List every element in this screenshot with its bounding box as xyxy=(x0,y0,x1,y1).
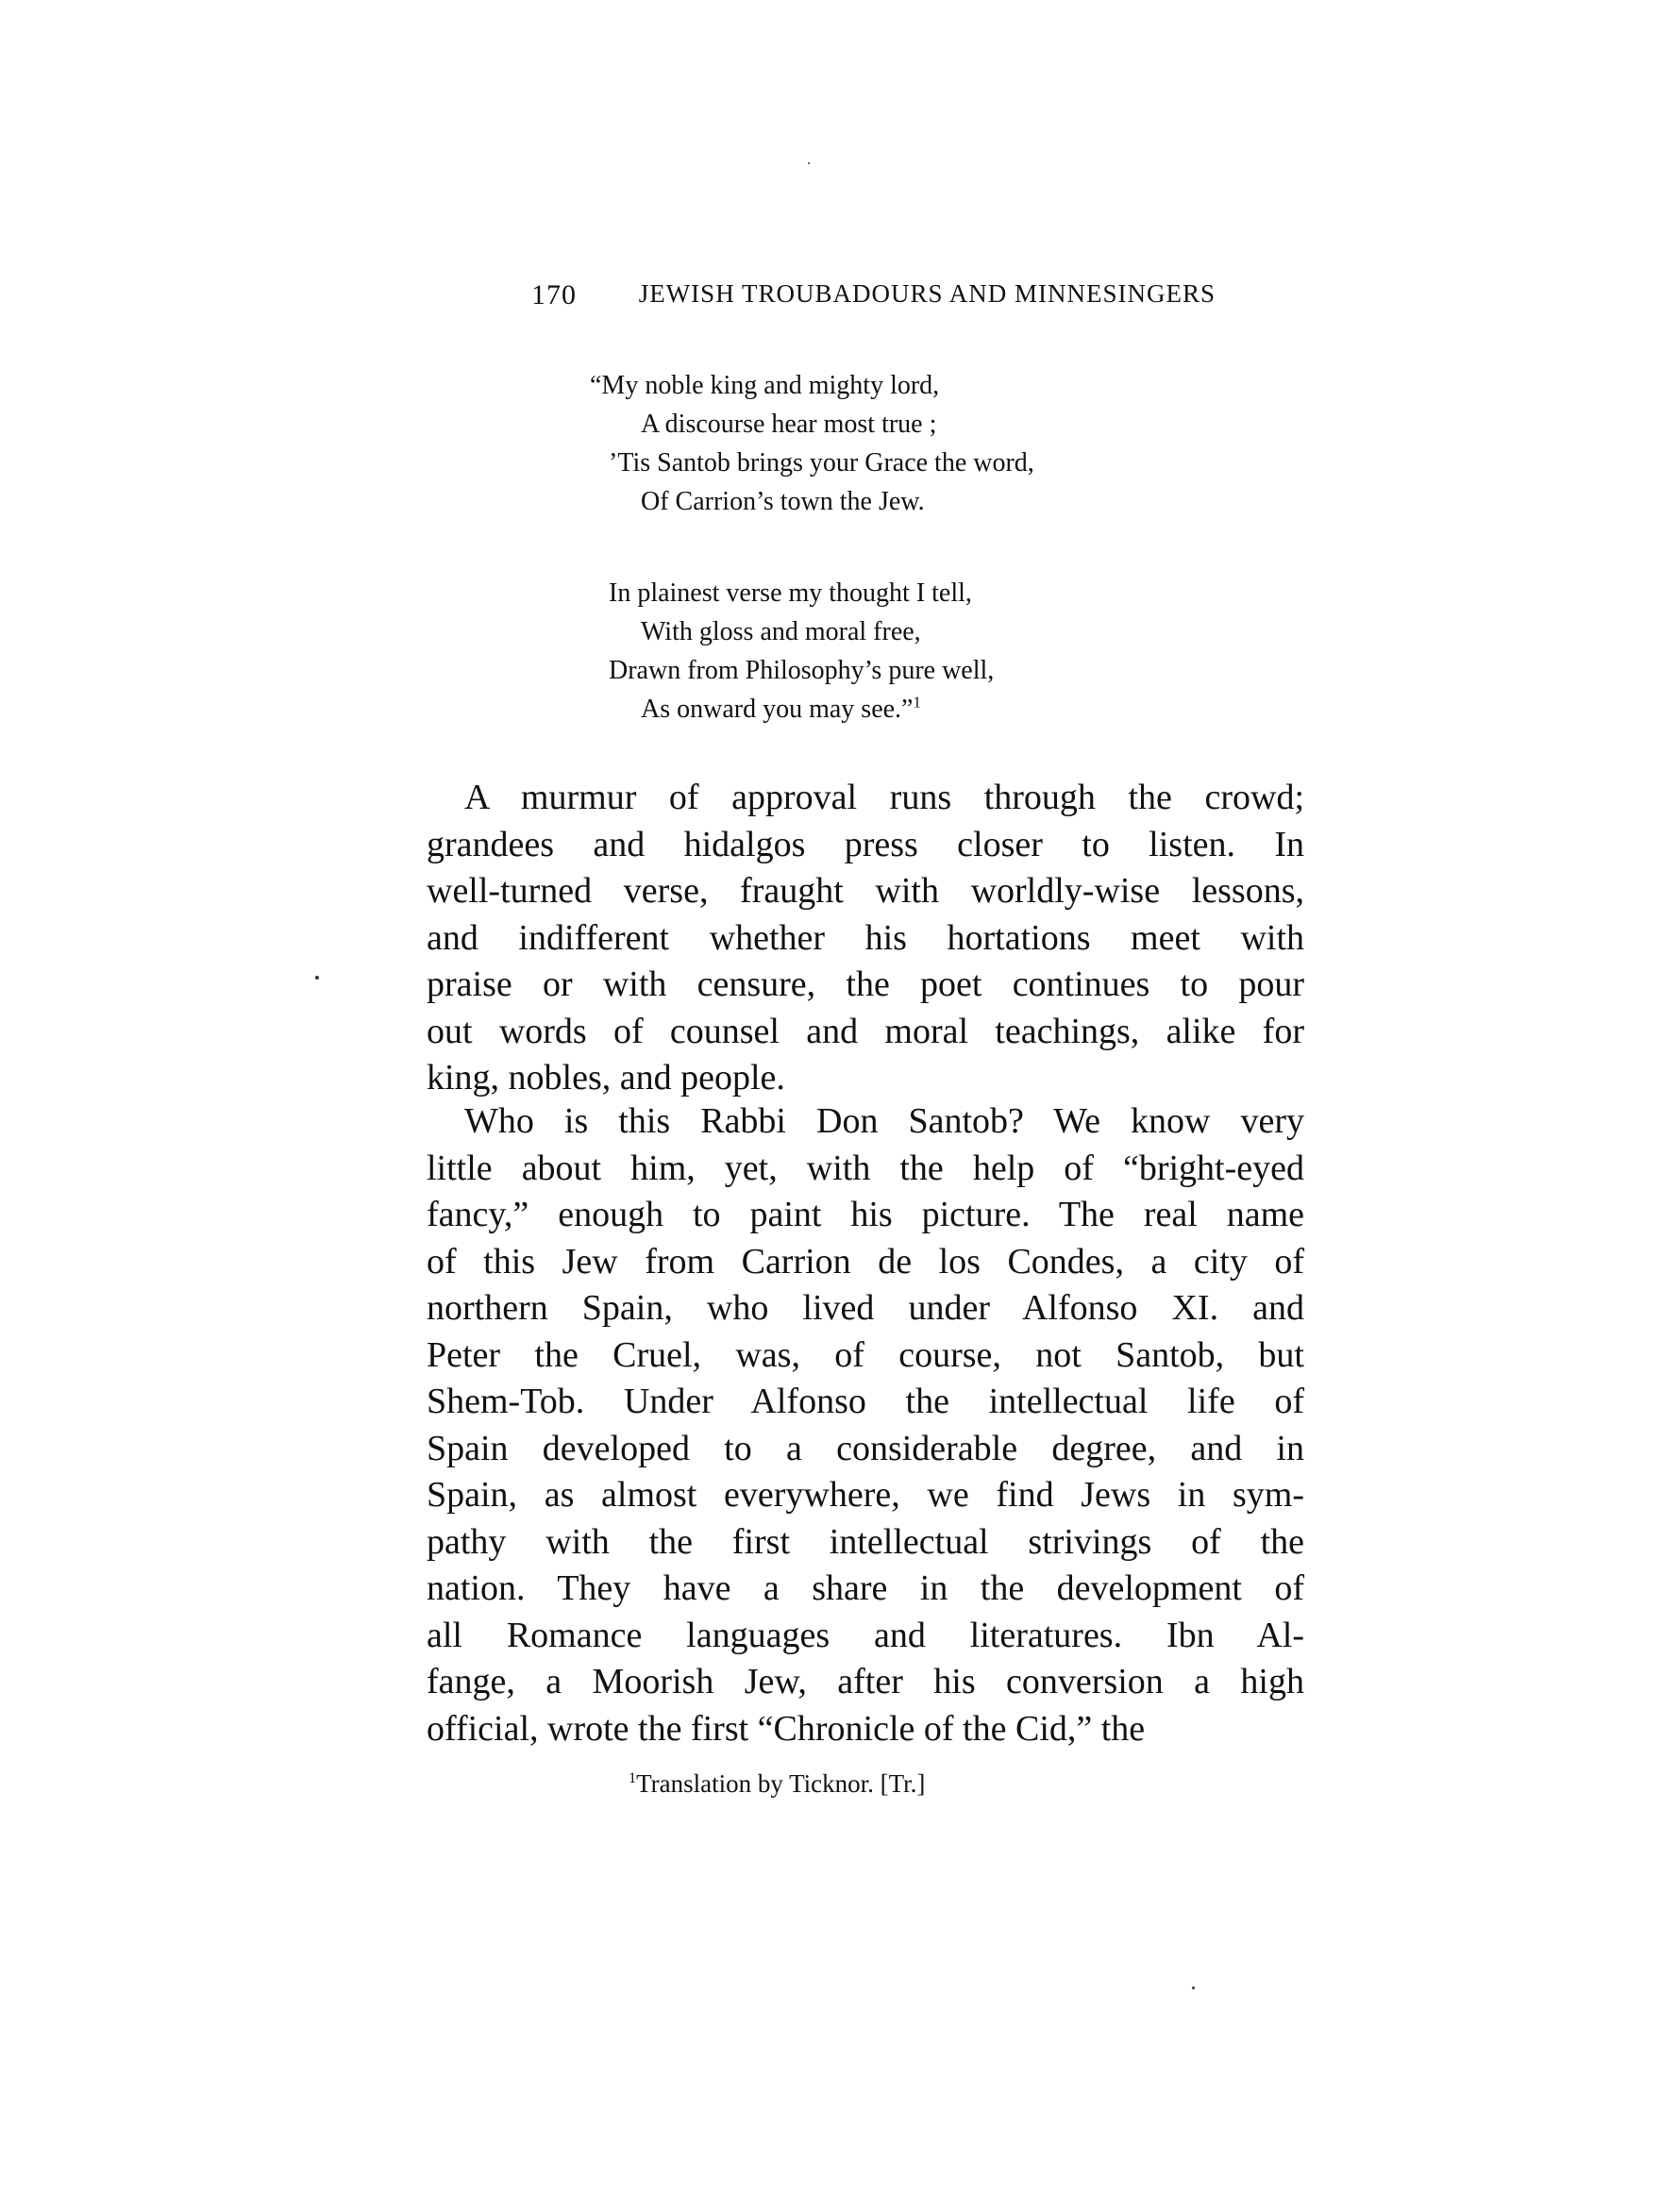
text-line: well-turned verse, fraught with worldly-wise lessons, xyxy=(427,871,1304,911)
text-line: Peter the Cruel, was, of course, not Santob, but xyxy=(427,1334,1304,1375)
speck xyxy=(1192,1986,1195,1989)
footnote xyxy=(629,1767,925,1801)
verse-line: Of Carrion’s town the Jew. xyxy=(641,487,925,516)
verse-line-text: As onward you may see.” xyxy=(641,695,914,724)
verse-line: Drawn from Philosophy’s pure well, xyxy=(609,656,995,685)
text-line: of this Jew from Carrion de los Condes, a city of xyxy=(427,1241,1304,1282)
verse-line: ’Tis Santob brings your Grace the word, xyxy=(609,448,1034,478)
verse-line: In plainest verse my thought I tell, xyxy=(609,578,972,608)
verse-line: With gloss and moral free, xyxy=(641,617,921,646)
paragraph-1 xyxy=(427,775,1304,1102)
page-number: 170 xyxy=(531,279,577,310)
text-line: and indifferent whether his hortations meet with xyxy=(427,917,1304,958)
text-line: Who is this Rabbi Don Santob? We know very xyxy=(464,1101,1304,1141)
text-line: grandees and hidalgos press closer to listen. In xyxy=(427,824,1304,864)
text-line: fange, a Moorish Jew, after his conversion a high xyxy=(427,1662,1304,1701)
verse-line xyxy=(609,690,994,729)
text-line: praise or with censure, the poet continues to pour xyxy=(427,964,1304,1004)
footnote-ref: 1 xyxy=(913,693,921,712)
text-line: fancy,” enough to paint his picture. The real name xyxy=(427,1195,1304,1234)
running-title: JEWISH TROUBADOURS AND MINNESINGERS xyxy=(638,279,1216,308)
text-line: Shem-Tob. Under Alfonso the intellectual life of xyxy=(427,1382,1304,1421)
text-line: little about him, yet, with the help of “bright-eyed xyxy=(427,1148,1304,1188)
text-line: Spain, as almost everywhere, we find Jews in sym- xyxy=(427,1475,1304,1515)
footnote-text: Translation by Ticknor. [Tr.] xyxy=(636,1769,926,1798)
verse-line: “My noble king and mighty lord, xyxy=(590,371,940,400)
text-line: nation. They have a share in the development of xyxy=(427,1568,1304,1608)
verse-stanza-1 xyxy=(590,366,1034,521)
text-line: official, wrote the first “Chronicle of the Cid,” the xyxy=(427,1708,1146,1749)
verse-line: A discourse hear most true ; xyxy=(641,410,937,439)
verse-stanza-2 xyxy=(609,574,994,729)
text-line: northern Spain, who lived under Alfonso XI. and xyxy=(427,1288,1304,1328)
text-line: out words of counsel and moral teachings, alike for xyxy=(427,1011,1304,1051)
running-header xyxy=(531,279,1216,311)
text-line: A murmur of approval runs through the crowd; xyxy=(464,778,1304,817)
text-line: king, nobles, and people. xyxy=(427,1058,785,1098)
speck xyxy=(315,976,319,980)
text-line: Spain developed to a considerable degree, and in xyxy=(427,1428,1304,1468)
speck xyxy=(808,162,810,164)
text-line: all Romance languages and literatures. Ibn Al- xyxy=(427,1615,1304,1655)
paragraph-2 xyxy=(427,1098,1304,1752)
footnote-marker: 1 xyxy=(629,1769,637,1786)
text-line: pathy with the first intellectual strivings of the xyxy=(427,1521,1304,1562)
